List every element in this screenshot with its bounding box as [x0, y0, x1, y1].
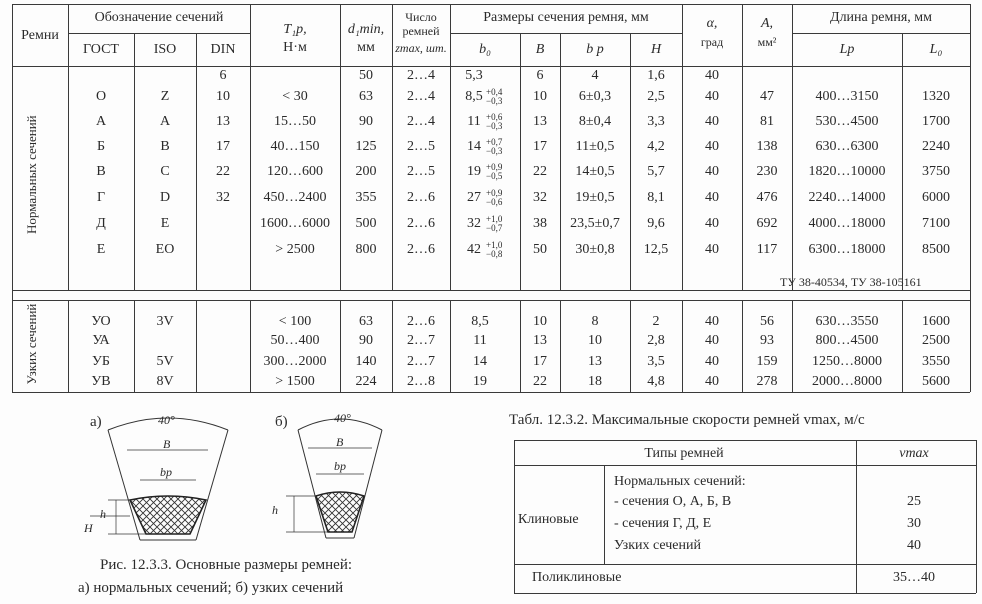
cell-bp: 8 [591, 314, 599, 329]
cell-z: 2…4 [407, 114, 435, 129]
figure-angle-a: 40° [158, 413, 175, 427]
figure-bp-a: bр [160, 465, 172, 479]
cell-gost: УВ [91, 374, 111, 389]
cell-b0: 19 [467, 164, 481, 179]
cell-B: 13 [533, 333, 547, 348]
group-normal-label: Нормальных сечений [24, 115, 39, 234]
figure-caption-line1: Рис. 12.3.3. Основные размеры ремней: [100, 557, 353, 573]
cell-b0: 14 [473, 354, 487, 369]
cell-bp: 23,5±0,7 [570, 216, 620, 231]
header-din: DIN [210, 42, 236, 57]
cell-bp: 13 [588, 354, 602, 369]
header-L0: L₀ [929, 42, 943, 57]
cell-gost: УА [92, 333, 110, 348]
cell-l0: 8500 [922, 242, 950, 257]
cell-B: 22 [533, 164, 547, 179]
cell-A: 81 [760, 114, 774, 129]
cell-B: 22 [533, 374, 547, 389]
cell-H: 3,3 [647, 114, 665, 129]
header-count-sub: zmax, шт. [395, 41, 447, 55]
header-torque-unit: Н·м [283, 40, 307, 55]
header-belts: Ремни [21, 28, 59, 43]
cell-alpha: 40 [705, 190, 719, 205]
cell-gost: Б [96, 139, 106, 154]
header-A: A, [760, 16, 774, 31]
cell-bp: 10 [588, 333, 602, 348]
cell-torque: > 1500 [275, 374, 315, 389]
cell-A: 692 [756, 216, 778, 231]
speed-line-gde: - сечения Г, Д, Е [614, 516, 712, 531]
cell-iso: Z [160, 89, 170, 104]
cell-z: 2…7 [407, 333, 435, 348]
cell-B: 50 [533, 242, 547, 257]
cell-z: 2…5 [407, 139, 435, 154]
cell-z: 2…6 [407, 190, 435, 205]
cell-z: 2…6 [407, 242, 435, 257]
cell-z: 2…7 [407, 354, 435, 369]
cell-d: 200 [355, 164, 377, 179]
group-narrow-label: Узких сечений [24, 303, 39, 385]
cell-l0: 3550 [922, 354, 950, 369]
cell-gost: Д [96, 216, 106, 231]
speed-value-poly: 35…40 [893, 570, 935, 585]
cell-b0-tolerance: +0,6 −0,3 [486, 112, 503, 131]
cell-b0: 42 [467, 242, 481, 257]
header-bp: b р [586, 42, 604, 57]
figure-bp-b: bр [334, 459, 346, 473]
cell-bp: 14±0,5 [575, 164, 615, 179]
cell-H: 2,5 [647, 89, 665, 104]
section-b-drawing [286, 419, 382, 538]
cell-b0: 19 [473, 374, 487, 389]
cell-A: 138 [756, 139, 778, 154]
cell-b0-tolerance: +0,9 −0,6 [486, 188, 503, 207]
speed-table-title: Табл. 12.3.2. Максимальные скорости ремней vmax, м/с [509, 412, 865, 428]
cell-lp: 400…3150 [815, 89, 879, 104]
cell-b0: 27 [467, 190, 481, 205]
cell-b0: 8,5 [465, 89, 483, 104]
cell-B: 38 [533, 216, 547, 231]
figure-label-a: а) [90, 414, 102, 430]
cell-z: 2…4 [407, 68, 435, 83]
cell-b0-tolerance: +0,4 −0,3 [486, 87, 503, 106]
cell-lp: 6300…18000 [808, 242, 886, 257]
cell-gost: В [96, 164, 106, 179]
belt-cross-sections-drawing [80, 408, 460, 556]
cell-d: 63 [359, 314, 373, 329]
cell-alpha: 40 [705, 68, 719, 83]
cell-bp: 19±0,5 [575, 190, 615, 205]
cell-A: 230 [756, 164, 778, 179]
header-A-unit: мм² [757, 35, 777, 49]
cell-l0: 2240 [922, 139, 950, 154]
cell-B: 32 [533, 190, 547, 205]
cell-H: 1,6 [647, 68, 665, 83]
cell-H: 8,1 [647, 190, 665, 205]
header-alpha: α, [706, 16, 718, 31]
cell-torque: 300…2000 [263, 354, 327, 369]
cell-b0: 11 [473, 333, 487, 348]
cell-iso: 3V [156, 314, 174, 329]
header-length: Длина ремня, мм [830, 10, 932, 25]
cell-alpha: 40 [705, 114, 719, 129]
cell-din: 17 [216, 139, 230, 154]
cell-din: 22 [216, 164, 230, 179]
speed-value-1: 25 [907, 494, 921, 509]
cell-z: 2…8 [407, 374, 435, 389]
cell-b0-tolerance: +1,0 −0,7 [486, 214, 503, 233]
cell-b0: 32 [467, 216, 481, 231]
cell-B: 17 [533, 139, 547, 154]
cell-l0: 1600 [922, 314, 950, 329]
cell-iso: B [160, 139, 170, 154]
cell-l0: 6000 [922, 190, 950, 205]
cell-torque: 1600…6000 [260, 216, 330, 231]
header-torque: T₁р, [283, 22, 307, 37]
cell-alpha: 40 [705, 89, 719, 104]
cell-torque: < 100 [278, 314, 312, 329]
cell-bp: 11±0,5 [575, 139, 615, 154]
cell-torque: 40…150 [270, 139, 320, 154]
cell-H: 2 [652, 314, 660, 329]
speed-group-wedge: Клиновые [518, 512, 579, 527]
header-H: H [650, 42, 662, 57]
cell-A: 47 [760, 89, 774, 104]
cell-l0: 3750 [922, 164, 950, 179]
cell-gost: О [95, 89, 107, 104]
header-alpha-unit: град [700, 35, 724, 49]
cell-B: 17 [533, 354, 547, 369]
cell-torque: > 2500 [275, 242, 315, 257]
cell-d: 125 [355, 139, 377, 154]
cell-iso: 8V [156, 374, 174, 389]
cell-alpha: 40 [705, 164, 719, 179]
figure-H-a: H [84, 521, 93, 535]
speed-line-normal: Нормальных сечений: [614, 474, 746, 489]
cell-d: 63 [359, 89, 373, 104]
cell-gost: Е [96, 242, 106, 257]
cell-d: 355 [355, 190, 377, 205]
cell-A: 278 [756, 374, 778, 389]
cell-H: 9,6 [647, 216, 665, 231]
cell-A: 117 [756, 242, 778, 257]
cell-alpha: 40 [705, 374, 719, 389]
cell-d: 800 [355, 242, 377, 257]
cell-z: 2…5 [407, 164, 435, 179]
speed-line-narrow: Узких сечений [614, 538, 701, 553]
cell-alpha: 40 [705, 333, 719, 348]
cell-B: 10 [533, 89, 547, 104]
cell-bp: 6±0,3 [578, 89, 612, 104]
header-gost: ГОСТ [83, 42, 119, 57]
cell-z: 2…6 [407, 216, 435, 231]
cell-alpha: 40 [705, 139, 719, 154]
cell-H: 4,2 [647, 139, 665, 154]
cell-lp: 1820…10000 [808, 164, 886, 179]
cell-b0-tolerance: +0,7 −0,3 [486, 137, 503, 156]
cell-din: 6 [219, 68, 227, 83]
cell-H: 2,8 [647, 333, 665, 348]
figure-h-a: h [100, 507, 106, 521]
speed-col-type: Типы ремней [644, 446, 724, 461]
speed-line-oabv: - сечения О, А, Б, В [614, 494, 732, 509]
cell-B: 6 [536, 68, 544, 83]
cell-bp: 4 [591, 68, 599, 83]
cell-iso: C [160, 164, 170, 179]
cell-iso: EO [155, 242, 175, 257]
cell-gost: А [95, 114, 107, 129]
cell-lp: 630…3550 [815, 314, 879, 329]
speed-col-v: vmax [899, 446, 929, 461]
cell-B: 10 [533, 314, 547, 329]
cell-gost: УО [91, 314, 111, 329]
cell-lp: 1250…8000 [812, 354, 882, 369]
cell-l0: 1700 [922, 114, 950, 129]
header-b0: b₀ [479, 42, 491, 57]
cell-d: 224 [355, 374, 377, 389]
cell-H: 12,5 [643, 242, 669, 257]
cell-gost: УБ [92, 354, 110, 369]
cell-iso: E [160, 216, 170, 231]
cell-torque: 50…400 [270, 333, 320, 348]
cell-l0: 5600 [922, 374, 950, 389]
cell-iso: 5V [156, 354, 174, 369]
cell-lp: 800…4500 [815, 333, 879, 348]
cell-l0: 7100 [922, 216, 950, 231]
speed-group-poly: Поликлиновые [532, 570, 622, 585]
cell-b0: 11 [467, 114, 481, 129]
cell-lp: 2240…14000 [808, 190, 886, 205]
cell-b0: 5,3 [465, 68, 483, 83]
cell-torque: < 30 [282, 89, 308, 104]
header-iso: ISO [153, 42, 177, 57]
cell-alpha: 40 [705, 216, 719, 231]
cell-A: 56 [760, 314, 774, 329]
section-a-drawing [90, 418, 228, 540]
header-d1min-unit: мм [357, 40, 375, 55]
cell-H: 5,7 [647, 164, 665, 179]
cell-d: 90 [359, 333, 373, 348]
cell-alpha: 40 [705, 314, 719, 329]
cell-d: 90 [359, 114, 373, 129]
cell-A: 159 [756, 354, 778, 369]
speed-value-2: 30 [907, 516, 921, 531]
header-d1min: d₁min, [347, 22, 385, 37]
cell-bp: 18 [588, 374, 602, 389]
header-dims: Размеры сечения ремня, мм [483, 10, 649, 25]
cell-A: 476 [756, 190, 778, 205]
cell-b0: 8,5 [471, 314, 489, 329]
cell-bp: 8±0,4 [578, 114, 612, 129]
cell-z: 2…4 [407, 89, 435, 104]
cell-d: 500 [355, 216, 377, 231]
cell-din: 32 [216, 190, 230, 205]
cell-iso: D [159, 190, 171, 205]
figure-label-b: б) [275, 414, 288, 430]
cell-torque: 120…600 [267, 164, 323, 179]
cell-lp: 530…4500 [815, 114, 879, 129]
cell-alpha: 40 [705, 242, 719, 257]
cell-z: 2…6 [407, 314, 435, 329]
header-count: Число ремней [402, 10, 440, 38]
figure-angle-b: 40° [334, 411, 351, 425]
figure-B-a: B [163, 437, 171, 451]
cell-l0: 1320 [922, 89, 950, 104]
cell-d: 140 [355, 354, 377, 369]
cell-H: 4,8 [647, 374, 665, 389]
header-designation: Обозначение сечений [94, 10, 224, 25]
cell-din: 10 [216, 89, 230, 104]
cell-B: 13 [533, 114, 547, 129]
cell-lp: 4000…18000 [808, 216, 886, 231]
cell-b0-tolerance: +1,0 −0,8 [486, 240, 503, 259]
speed-value-3: 40 [907, 538, 921, 553]
header-Lp: Lр [839, 42, 855, 57]
cell-d: 50 [359, 68, 373, 83]
cell-lp: 630…6300 [815, 139, 879, 154]
tu-note: ТУ 38-40534, ТУ 38-105161 [780, 275, 922, 289]
cell-din: 13 [216, 114, 230, 129]
cell-l0: 2500 [922, 333, 950, 348]
figure-h-b: h [272, 503, 278, 517]
cell-lp: 2000…8000 [812, 374, 882, 389]
cell-gost: Г [96, 190, 106, 205]
cell-b0: 14 [467, 139, 481, 154]
figure-B-b: B [336, 435, 344, 449]
cell-iso: A [159, 114, 171, 129]
cell-H: 3,5 [647, 354, 665, 369]
cell-A: 93 [760, 333, 774, 348]
cell-b0-tolerance: +0,9 −0,5 [486, 162, 503, 181]
figure-caption-line2: а) нормальных сечений; б) узких сечений [78, 580, 344, 596]
cell-torque: 450…2400 [263, 190, 327, 205]
cell-torque: 15…50 [274, 114, 316, 129]
cell-bp: 30±0,8 [575, 242, 615, 257]
header-B: B [535, 42, 545, 57]
cell-alpha: 40 [705, 354, 719, 369]
